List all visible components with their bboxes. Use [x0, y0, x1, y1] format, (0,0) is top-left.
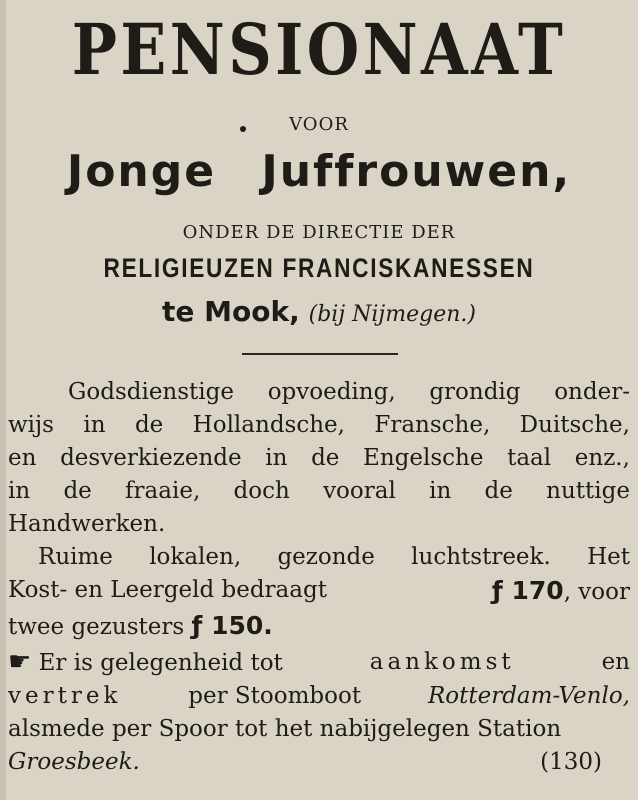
- text-line: [8, 680, 630, 713]
- text-line: [8, 409, 630, 442]
- word: nuttige: [546, 478, 630, 504]
- word: in: [83, 412, 106, 438]
- word: onder-: [554, 379, 630, 405]
- ad-title: PENSIONAAT: [71, 8, 567, 91]
- ad-subtitle: Jonge Juffrouwen,: [66, 146, 572, 197]
- travel-spaced-word-2: vertrek: [8, 683, 122, 709]
- word: Handwerken.: [8, 511, 166, 537]
- text-line: [8, 609, 630, 644]
- word: Het: [587, 544, 630, 570]
- word: Fransche,: [374, 412, 491, 438]
- travel-spaced-word: aankomst: [369, 649, 515, 675]
- word: de: [484, 478, 513, 504]
- word: de: [134, 412, 164, 438]
- ornament-dot: [240, 126, 246, 132]
- ad-order-name: RELIGIEUZEN FRANCISKANESSEN: [103, 253, 535, 283]
- text-line: [8, 442, 630, 475]
- word: doch: [233, 478, 290, 504]
- word: Ruime: [38, 544, 113, 570]
- ad-reference-number: (130): [540, 749, 602, 775]
- text-line: [8, 508, 630, 541]
- word: de: [63, 478, 92, 504]
- word: enz.,: [574, 445, 630, 471]
- fees-text-end: , voor: [563, 579, 630, 605]
- word: desverkiezende: [60, 445, 242, 471]
- pointing-hand-icon: ☛: [8, 647, 32, 677]
- word: fraaie,: [125, 478, 201, 504]
- word: in: [265, 445, 288, 471]
- fees-sisters: twee gezusters: [8, 614, 185, 640]
- word: opvoeding,: [267, 379, 396, 405]
- travel-route: Rotterdam-Venlo,: [427, 683, 630, 709]
- word: gezonde: [277, 544, 375, 570]
- word: Hollandsche,: [192, 412, 345, 438]
- word: luchtstreek.: [411, 544, 551, 570]
- travel-station: Groesbeek.: [8, 749, 140, 775]
- word: vooral: [323, 478, 396, 504]
- text-line: [8, 376, 630, 409]
- ad-direction-line: ONDER DE DIRECTIE DER: [182, 222, 456, 243]
- word: in: [8, 478, 31, 504]
- ad-location: [0, 295, 638, 328]
- ad-voor: VOOR: [289, 114, 349, 135]
- text-line: [8, 646, 630, 680]
- text-line: [8, 541, 630, 574]
- fees-text: Kost- en Leergeld bedraagt: [8, 577, 327, 603]
- text-line: [8, 574, 630, 609]
- location-main: te Mook,: [162, 295, 300, 328]
- word: taal: [507, 445, 552, 471]
- word: lokalen,: [149, 544, 242, 570]
- price-sisters: ƒ 150.: [191, 611, 273, 640]
- text-line: [8, 746, 630, 779]
- paragraph-education: [8, 376, 630, 541]
- travel-boat: per Stoomboot: [188, 683, 362, 709]
- paragraph-fees: [8, 541, 630, 644]
- word: Engelsche: [363, 445, 484, 471]
- location-parenthetical: (bij Nijmegen.): [308, 302, 476, 327]
- price-single: ƒ 170: [491, 576, 564, 605]
- word: grondig: [429, 379, 521, 405]
- word: in: [429, 478, 452, 504]
- text-line: alsmede per Spoor tot het nabijgelegen Station: [8, 716, 562, 742]
- travel-text-en: en: [601, 649, 630, 675]
- travel-text: Er is gelegenheid tot: [38, 650, 283, 676]
- text-line: [8, 475, 630, 508]
- word: Godsdienstige: [68, 379, 234, 405]
- word: wijs: [8, 412, 54, 438]
- word: Duitsche,: [519, 412, 630, 438]
- word: de: [311, 445, 340, 471]
- word: en: [8, 445, 37, 471]
- paragraph-travel: [8, 646, 630, 779]
- divider-rule: [242, 353, 398, 355]
